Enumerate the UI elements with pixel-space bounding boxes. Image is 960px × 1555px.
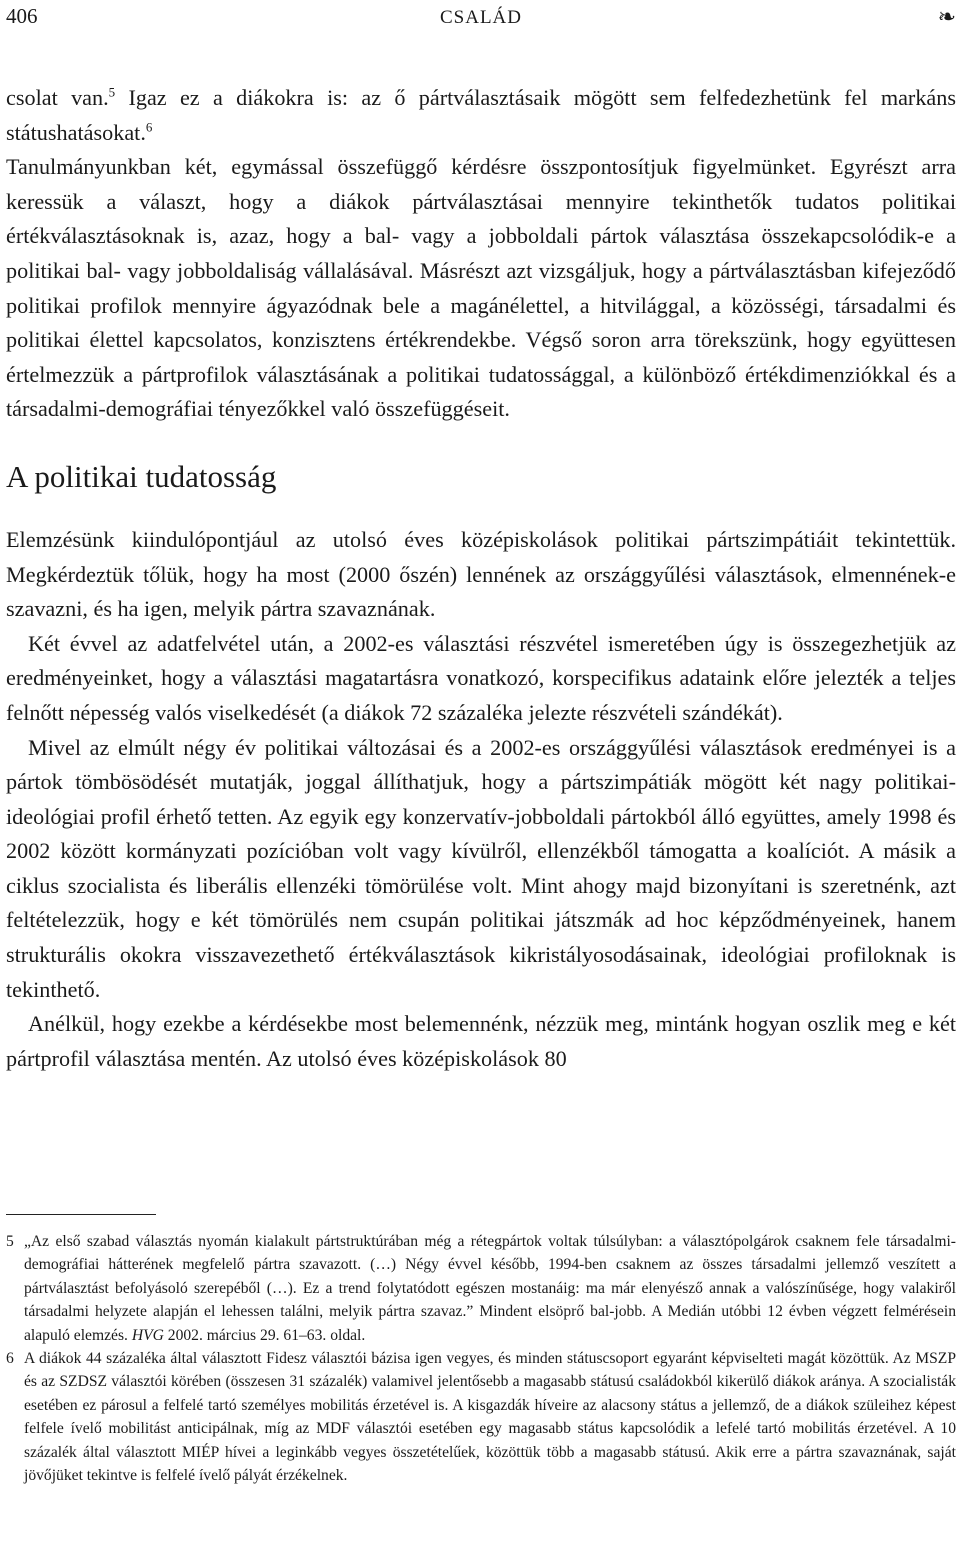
footnote-text: „Az első szabad választás nyomán kialakult pártstruktúrában még a rétegpártok voltak túlsúlyban: a választópolgárok csaknem fele társadalmi-demográfiai hátterének megfelelő pártra szavazott. (…) Négy évvel később, 1994-ben csaknem az összes társadalmi jellemző veszített a pártválasztást befolyásoló szerepéből (…). Ez a trend folytatódott egészen mostanáig: ma már elenyésző annak a valószínűsége, hogy valakiről társadalmi helyzete alapján el lehessen találni, melyik pártra szavaz.” Mindent elsöprő bal-jobb. A Medián utóbbi 12 évben végzett felmérésein alapuló elemzés. xyxy=(24,1233,956,1344)
paragraph-text: Igaz ez a diákokra is: az ő pártválasztásaik mögött sem felfedezhetünk fel markáns státushatásokat. xyxy=(6,85,956,145)
paragraph: Elemzésünk kiindulópontjául az utolsó éves középiskolások politikai pártszimpátiáit tekintettük. Megkérdeztük tőlük, hogy ha most (2000 őszén) lennének az országgyűlési választások, elmennének-e szavazni, és ha igen, melyik pártra szavaznának. xyxy=(6,526,956,622)
paragraph-continued xyxy=(6,81,956,150)
footnote-divider xyxy=(6,1214,156,1215)
footnotes xyxy=(6,1230,956,1487)
footnote-6 xyxy=(6,1347,956,1487)
footnote-journal: HVG xyxy=(131,1326,164,1344)
footnote-text: A diákok 44 százaléka által választott Fidesz választói bázisa igen vegyes, és minden státuscsoport egyaránt képviselteti magát közöttük. Az MSZP és az SZDSZ választói körében (összesen 31 százalék) valamivel jelentősebb a magasabb státusú családokból kikerülő diákok aránya. A szocialisták esetében ez párosul a felfelé tartó személyes mobilitás érzetével is. A kisgazdák híveire az alacsony státus a jellemző, de a diákok szüleihez képest felfele ívelő mobilitást anticipálnak, míg az MDF választói esetében egy magasabb státus kapcsolódik a lefelé tartó mobilitás érzetével. A 10 százalék által választott MIÉP hívei a leginkább vegyes összetételűek, közöttük több a magasabb státusú. Akik erre a pártra szavaznának, saját jövőjüket tekintve is felfelé ívelő pályát érzékelnek. xyxy=(24,1350,956,1485)
footnote-ref-6[interactable]: 6 xyxy=(145,119,153,135)
page-number: 406 xyxy=(6,4,38,28)
section-heading: A politikai tudatosság xyxy=(6,458,277,494)
running-title: CSALÁD xyxy=(439,7,522,28)
footnote-ref-5[interactable]: 5 xyxy=(108,84,116,100)
body-text xyxy=(6,81,956,1076)
footnote-text: 2002. március 29. 61–63. oldal. xyxy=(163,1326,366,1344)
footnote-number: 6 xyxy=(6,1350,14,1368)
footnote-number: 5 xyxy=(6,1233,14,1250)
paragraph: Mivel az elmúlt négy év politikai változásai és a 2002-es országgyűlési választások eredményei is a pártok tömbösödését mutatják, joggal állíthatjuk, hogy a pártszimpátiák mögött két nagy politikai-ideológiai profil érhető tetten. Az egyik egy konzervatív-jobboldali pártokból álló együttes, amely 1998 és 2002 között kormányzati pozícióban volt vagy kívülről, ellenzékből támogatta a koalíciót. A másik a ciklus szocialista és liberális ellenzéki tömörülése volt. Mint ahogy majd bizonyítani is szeretnénk, azt feltételezzük, hogy e két tömörülés nem csupán politikai játszmák ad hoc képződményeinek, hanem strukturális okokra visszavezethető értékválasztások kikristályosodásainak, ideológiai profiloknak is tekinthető. xyxy=(6,734,956,1002)
fleuron-icon: ❧ xyxy=(937,4,956,29)
paragraph: Anélkül, hogy ezekbe a kérdésekbe most belemennénk, nézzük meg, mintánk hogyan oszlik meg e két pártprofil választása mentén. Az utolsó éves középiskolások 80 xyxy=(6,1011,956,1071)
running-header xyxy=(6,4,956,34)
paragraph: Két évvel az adatfelvétel után, a 2002-es választási részvétel ismeretében úgy is összegezhetjük az eredményeinket, hogy a választási magatartásra vonatkozó, korspecifikus adataink előre jelezték a teljes felnőtt népesség valós viselkedését (a diákok 72 százaléka jelezte részvételi szándékát). xyxy=(6,630,956,725)
paragraph-text: csolat van. xyxy=(6,85,109,110)
footnote-5 xyxy=(6,1230,956,1347)
paragraph: Tanulmányunkban két, egymással összefüggő kérdésre összpontosítjuk figyelmünket. Egyrészt arra keressük a választ, hogy a diákok pártválasztásai mennyire tekinthetők tudatos politikai értékválasztásoknak is, azaz, hogy a bal- vagy a jobboldali pártok választása összekapcsolódik-e a politikai bal- vagy jobboldaliság vállalásával. Másrészt azt vizsgáljuk, hogy a pártválasztásban kifejeződő politikai profilok mennyire ágyazódnak bele a magánélettel, a hitvilággal, a közösségi, társadalmi és politikai élettel kapcsolatos, konzisztens értékrendekbe. Végső soron arra törekszünk, hogy együttesen értelmezzük a pártprofilok választásának a politikai tudatossággal, a különböző értékdimenziókkal és a társadalmi-demográfiai tényezőkkel való összefüggéseit. xyxy=(6,154,956,422)
